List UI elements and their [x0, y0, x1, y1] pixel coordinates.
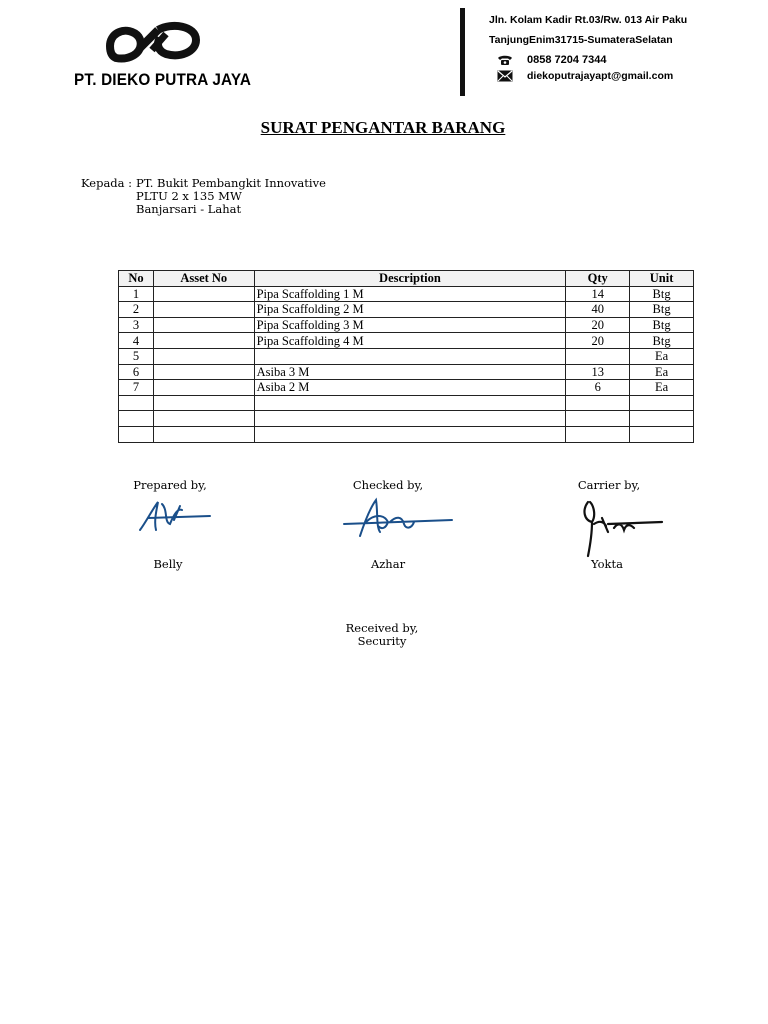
received-by-name: Security — [357, 634, 407, 648]
table-header-row — [119, 271, 694, 287]
cell-description — [254, 411, 566, 427]
items-table — [118, 270, 694, 443]
received-by-label: Received by, — [345, 621, 419, 635]
cell-unit — [630, 426, 694, 442]
cell-qty — [566, 395, 630, 411]
phone-icon — [497, 54, 513, 66]
cell-description: Asiba 2 M — [254, 380, 566, 396]
table-row — [119, 364, 694, 380]
header-asset-no: Asset No — [153, 271, 254, 287]
cell-no — [119, 395, 154, 411]
document-title: SURAT PENGANTAR BARANG — [260, 118, 506, 137]
cell-qty — [566, 426, 630, 442]
cell-qty: 6 — [566, 380, 630, 396]
cell-unit: Btg — [630, 333, 694, 349]
cell-unit — [630, 411, 694, 427]
cell-no: 3 — [119, 317, 154, 333]
cell-asset — [153, 333, 254, 349]
cell-qty: 20 — [566, 317, 630, 333]
cell-description: Pipa Scaffolding 1 M — [254, 286, 566, 302]
envelope-icon — [497, 70, 513, 82]
cell-description — [254, 395, 566, 411]
recipient-label: Kepada : — [81, 176, 133, 190]
checked-by-label: Checked by, — [352, 478, 424, 492]
table-row — [119, 380, 694, 396]
cell-description — [254, 426, 566, 442]
address-line-1: Jln. Kolam Kadir Rt.03/Rw. 013 Air Paku — [489, 14, 688, 26]
table-row — [119, 395, 694, 411]
header-unit: Unit — [630, 271, 694, 287]
prepared-by-name: Belly — [153, 557, 183, 571]
cell-no: 2 — [119, 302, 154, 318]
recipient-line-3: Banjarsari - Lahat — [136, 202, 242, 216]
cell-asset — [153, 348, 254, 364]
cell-unit: Ea — [630, 364, 694, 380]
cell-qty: 20 — [566, 333, 630, 349]
header-description: Description — [254, 271, 566, 287]
table-row — [119, 411, 694, 427]
address-line-2: TanjungEnim31715-SumateraSelatan — [489, 34, 673, 46]
cell-unit: Btg — [630, 317, 694, 333]
header-qty: Qty — [566, 271, 630, 287]
recipient-line-2: PLTU 2 x 135 MW — [136, 189, 242, 203]
cell-asset — [153, 286, 254, 302]
cell-no: 6 — [119, 364, 154, 380]
recipient-line-1: PT. Bukit Pembangkit Innovative — [136, 176, 326, 190]
cell-description: Asiba 3 M — [254, 364, 566, 380]
company-logo — [100, 18, 204, 64]
recipient-block — [81, 177, 326, 216]
carrier-by-label: Carrier by, — [577, 478, 641, 492]
cell-qty: 40 — [566, 302, 630, 318]
cell-description: Pipa Scaffolding 2 M — [254, 302, 566, 318]
cell-description: Pipa Scaffolding 3 M — [254, 317, 566, 333]
cell-asset — [153, 317, 254, 333]
email-address: diekoputrajayapt@gmail.com — [527, 70, 674, 82]
email-row — [497, 70, 673, 82]
cell-asset — [153, 302, 254, 318]
cell-unit — [630, 395, 694, 411]
cell-no: 5 — [119, 348, 154, 364]
table-row — [119, 333, 694, 349]
header-divider — [460, 8, 465, 96]
cell-unit: Ea — [630, 348, 694, 364]
cell-no: 4 — [119, 333, 154, 349]
received-block — [312, 622, 452, 648]
phone-number: 0858 7204 7344 — [527, 54, 607, 66]
cell-asset — [153, 380, 254, 396]
cell-unit: Btg — [630, 302, 694, 318]
signature-belly — [134, 496, 214, 536]
table-row — [119, 317, 694, 333]
signature-azhar — [340, 496, 456, 540]
cell-asset — [153, 426, 254, 442]
table-row — [119, 286, 694, 302]
company-name: PT. DIEKO PUTRA JAYA — [74, 70, 252, 89]
cell-no: 7 — [119, 380, 154, 396]
cell-qty — [566, 348, 630, 364]
table-row — [119, 348, 694, 364]
cell-asset — [153, 364, 254, 380]
cell-no — [119, 411, 154, 427]
signature-yokta — [578, 496, 666, 560]
prepared-by-label: Prepared by, — [133, 478, 207, 492]
header-no: No — [119, 271, 154, 287]
phone-row — [497, 54, 607, 66]
cell-qty — [566, 411, 630, 427]
cell-no — [119, 426, 154, 442]
checked-by-name: Azhar — [370, 557, 406, 571]
table-row — [119, 426, 694, 442]
cell-no: 1 — [119, 286, 154, 302]
cell-asset — [153, 395, 254, 411]
cell-description: Pipa Scaffolding 4 M — [254, 333, 566, 349]
cell-description — [254, 348, 566, 364]
cell-qty: 13 — [566, 364, 630, 380]
cell-unit: Btg — [630, 286, 694, 302]
cell-asset — [153, 411, 254, 427]
cell-qty: 14 — [566, 286, 630, 302]
carrier-by-name: Yokta — [591, 557, 623, 571]
table-row — [119, 302, 694, 318]
cell-unit: Ea — [630, 380, 694, 396]
